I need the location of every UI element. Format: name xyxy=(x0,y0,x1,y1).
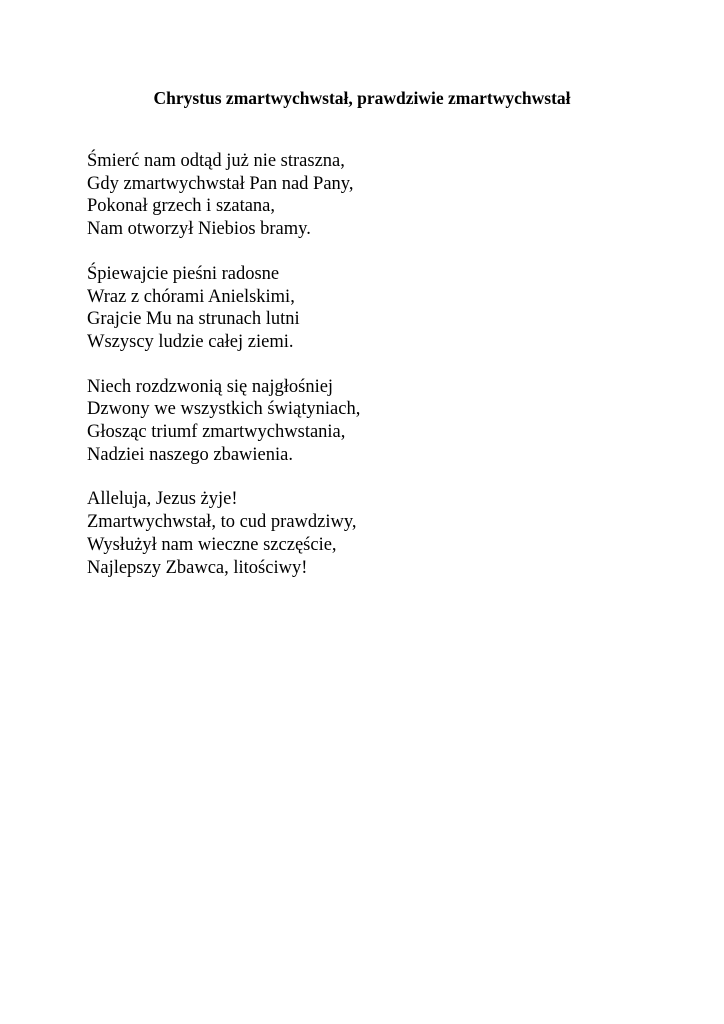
poem-line: Śpiewajcie pieśni radosne xyxy=(87,263,280,284)
poem-body xyxy=(87,150,647,601)
poem-line: Wraz z chórami Anielskimi, xyxy=(87,286,295,307)
poem-title: Chrystus zmartwychwstał, prawdziwie zmartwychwstał xyxy=(153,88,571,108)
poem-line: Śmierć nam odtąd już nie straszna, xyxy=(87,151,345,171)
poem-line: Grajcie Mu na strunach lutni xyxy=(87,309,300,330)
poem-line: Wszyscy ludzie całej ziemi. xyxy=(87,331,294,352)
poem-line: Alleluja, Jezus żyje! xyxy=(87,489,238,510)
poem-line: Pokonał grzech i szatana, xyxy=(87,196,276,217)
poem-line: Nadziei naszego zbawienia. xyxy=(87,444,293,465)
poem-line: Najlepszy Zbawca, litościwy! xyxy=(87,557,308,578)
poem-line: Nam otworzył Niebios bramy. xyxy=(87,219,311,240)
stanza-1 xyxy=(87,150,647,241)
stanza-4 xyxy=(87,488,647,579)
poem-line: Gdy zmartwychwstał Pan nad Pany, xyxy=(87,173,354,194)
stanza-2 xyxy=(87,263,647,354)
poem-line: Zmartwychwstał, to cud prawdziwy, xyxy=(87,512,357,533)
poem-line: Dzwony we wszystkich świątyniach, xyxy=(87,399,361,420)
poem-line: Wysłużył nam wieczne szczęście, xyxy=(87,534,337,555)
stanza-3 xyxy=(87,376,647,467)
poem-line: Niech rozdzwonią się najgłośniej xyxy=(87,376,334,397)
poem-line: Głosząc triumf zmartwychwstania, xyxy=(87,422,346,443)
